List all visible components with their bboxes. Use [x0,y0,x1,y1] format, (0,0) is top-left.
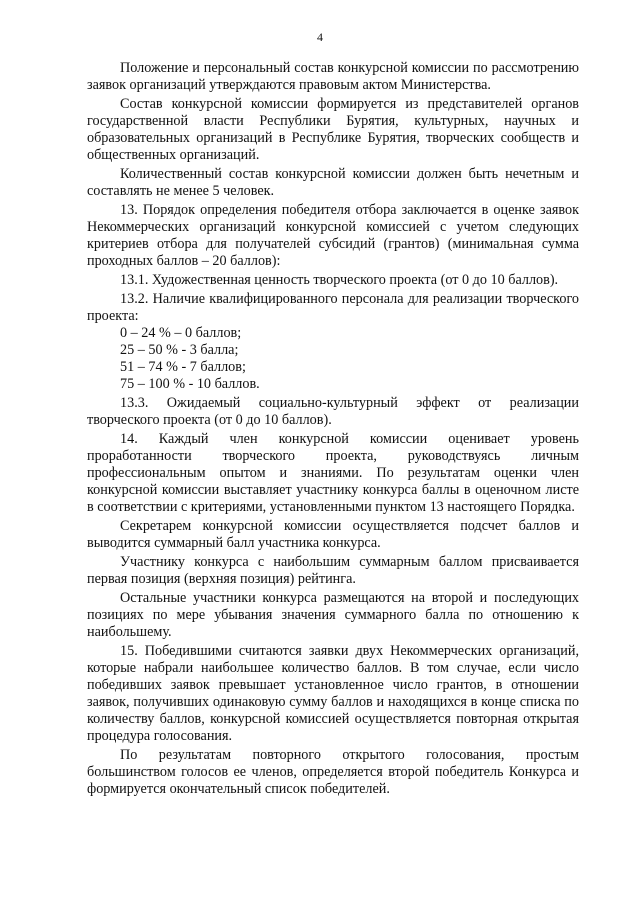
paragraph-first-position: Участнику конкурса с наибольшим суммарным баллом присваивается первая позиция (верхняя позиция) рейтинга. [87,554,579,587]
paragraph-criterion-13-3: 13.3. Ожидаемый социально-культурный эффект от реализации творческого проекта (от 0 до 10 баллов). [87,395,579,428]
paragraph-criterion-13-1: 13.1. Художественная ценность творческого проекта (от 0 до 10 баллов). [120,272,559,288]
paragraph-section-13: 13. Порядок определения победителя отбора заключается в оценке заявок Некоммерческих организаций конкурсной комиссией с учетом следующих критериев отбора для получателей субсидий (грантов) (минимальная сумма проходных баллов – 20 баллов): [87,202,579,269]
paragraph-second-vote: По результатам повторного открытого голосования, простым большинством голосов ее членов, определяется второй победитель Конкурса и формируется окончательный список победителей. [87,747,579,797]
paragraph-criterion-13-2: 13.2. Наличие квалифицированного персонала для реализации творческого проекта: [87,291,579,324]
document-body [87,60,579,800]
paragraph-commission-size: Количественный состав конкурсной комиссии должен быть нечетным и составлять не менее 5 человек. [87,166,579,199]
scale-item: 75 – 100 % - 10 баллов. [120,376,260,392]
staff-score-scale [87,325,579,393]
paragraph-section-14: 14. Каждый член конкурсной комиссии оценивает уровень проработанности творческого проекта, руководствуясь личным профессиональным опытом и знаниями. По результатам оценки член конкурсной комиссии выставляет участнику конкурса баллы в оценочном листе в соответствии с критериями, установленными пунктом 13 настоящего Порядка. [87,431,579,515]
paragraph-secretary: Секретарем конкурсной комиссии осуществляется подсчет баллов и выводится суммарный балл участника конкурса. [87,518,579,551]
paragraph-commission-composition: Состав конкурсной комиссии формируется из представителей органов государственной власти Республики Бурятия, культурных, научных и образовательных организаций в Республике Бурятия, творческих сообществ и общественных организаций. [87,96,579,163]
paragraph-section-15: 15. Победившими считаются заявки двух Некоммерческих организаций, которые набрали наибольшее количество баллов. В том случае, если число победивших заявок превышает установленное число грантов, в отношении заявок, получивших одинаковую сумму баллов и находящихся в конце списка по количеству баллов, конкурсной комиссией осуществляется повторная открытая процедура голосования. [87,643,579,744]
scale-item: 0 – 24 % – 0 баллов; [120,325,242,341]
paragraph-commission-approval: Положение и персональный состав конкурсной комиссии по рассмотрению заявок организаций утверждаются правовым актом Министерства. [87,60,579,93]
page-number: 4 [317,30,323,44]
paragraph-other-positions: Остальные участники конкурса размещаются на второй и последующих позициях по мере убывания значения суммарного балла по отношению к наибольшему. [87,590,579,640]
scale-item: 51 – 74 % - 7 баллов; [120,359,246,375]
scale-item: 25 – 50 % - 3 балла; [120,342,239,358]
